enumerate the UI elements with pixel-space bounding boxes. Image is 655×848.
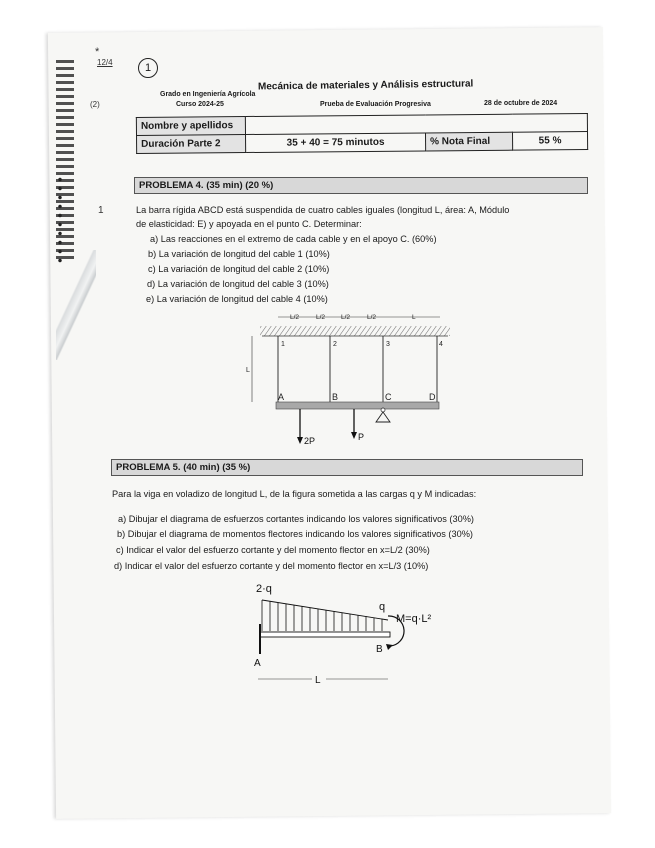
margin-one: 1 bbox=[98, 205, 104, 216]
duration-value: 35 + 40 = 75 minutos bbox=[246, 133, 426, 153]
length-label: L bbox=[246, 367, 250, 374]
load-2p-label: 2P bbox=[304, 436, 316, 446]
problem4-intro-line1: La barra rígida ABCD está suspendida de cuatro cables iguales (longitud L, área: A, Módulo bbox=[136, 205, 510, 215]
moment-label: M=q·L² bbox=[396, 613, 432, 625]
header-table bbox=[136, 113, 588, 154]
load-outline bbox=[262, 600, 388, 620]
problem4-item-d: d) La variación de longitud del cable 3 (10%) bbox=[147, 279, 329, 289]
load-p-label: P bbox=[358, 432, 365, 442]
rigid-bar bbox=[276, 402, 439, 409]
point-b: B bbox=[332, 392, 339, 402]
grade-value: 55 % bbox=[512, 132, 587, 151]
problem5-title: PROBLEMA 5. (40 min) (35 %) bbox=[111, 459, 583, 476]
cable-label-2: 2 bbox=[333, 341, 337, 348]
problem4-title: PROBLEMA 4. (35 min) (20 %) bbox=[134, 177, 588, 194]
problem5-item-d: d) Indicar el valor del esfuerzo cortante y del momento flector en x=L/3 (10%) bbox=[114, 561, 429, 571]
dim-1: L/2 bbox=[290, 314, 300, 321]
margin-side-note: (2) bbox=[90, 100, 100, 109]
dim-4: L/2 bbox=[367, 314, 377, 321]
cable-label-4: 4 bbox=[439, 341, 443, 348]
point-b-label: B bbox=[376, 644, 383, 655]
problem5-item-b: b) Dibujar el diagrama de momentos flectores indicando los valores significativos (30%) bbox=[117, 529, 473, 539]
problem5-item-c: c) Indicar el valor del esfuerzo cortante y del momento flector en x=L/2 (30%) bbox=[116, 545, 430, 555]
problem4-figure bbox=[240, 306, 470, 452]
margin-score: 12/4 bbox=[97, 58, 113, 67]
load-right-label: q bbox=[379, 601, 386, 613]
problem5-intro: Para la viga en voladizo de longitud L, de la figura sometida a las cargas q y M indicadas: bbox=[112, 489, 477, 499]
point-c: C bbox=[385, 392, 392, 402]
degree-name: Grado en Ingeniería Agrícola bbox=[160, 91, 256, 98]
problem5-figure bbox=[240, 578, 460, 690]
duration-label: Duración Parte 2 bbox=[137, 135, 246, 154]
dim-2: L/2 bbox=[316, 314, 326, 321]
cantilever-beam bbox=[260, 632, 390, 637]
problem4-item-b: b) La variación de longitud del cable 1 (10%) bbox=[148, 249, 330, 259]
support-triangle bbox=[376, 412, 390, 422]
name-label: Nombre y apellidos bbox=[136, 117, 245, 136]
point-a: A bbox=[278, 392, 285, 402]
pen-reflection bbox=[56, 250, 96, 360]
problem4-item-c: c) La variación de longitud del cable 2 (10%) bbox=[148, 264, 330, 274]
problem4-item-a: a) Las reacciones en el extremo de cada cable y en el apoyo C. (60%) bbox=[150, 234, 437, 244]
problem4-item-e: e) La variación de longitud del cable 4 (10%) bbox=[146, 294, 328, 304]
circled-number: 1 bbox=[138, 58, 158, 78]
margin-star: * bbox=[95, 46, 100, 58]
dim-3: L/2 bbox=[341, 314, 351, 321]
academic-year: Curso 2024-25 bbox=[176, 101, 224, 108]
load-left-label: 2·q bbox=[256, 583, 272, 595]
cable-label-1: 1 bbox=[281, 341, 285, 348]
point-a-label: A bbox=[254, 658, 261, 669]
grade-label: % Nota Final bbox=[425, 132, 512, 151]
distributed-load-arrows bbox=[262, 600, 382, 631]
cable-label-3: 3 bbox=[386, 341, 390, 348]
point-d: D bbox=[429, 392, 436, 402]
ceiling bbox=[260, 326, 450, 336]
problem4-intro-line2: de elasticidad: E) y apoyada en el punto C. Determinar: bbox=[136, 219, 362, 229]
length-dimension-label: L bbox=[315, 675, 321, 686]
dim-5: L bbox=[412, 314, 416, 321]
exam-date: 28 de octubre de 2024 bbox=[484, 100, 558, 107]
course-title: Mecánica de materiales y Análisis estructural bbox=[257, 78, 474, 93]
exam-name: Prueba de Evaluación Progresiva bbox=[320, 101, 431, 108]
problem5-item-a: a) Dibujar el diagrama de esfuerzos cortantes indicando los valores significativos (30%) bbox=[118, 514, 474, 524]
